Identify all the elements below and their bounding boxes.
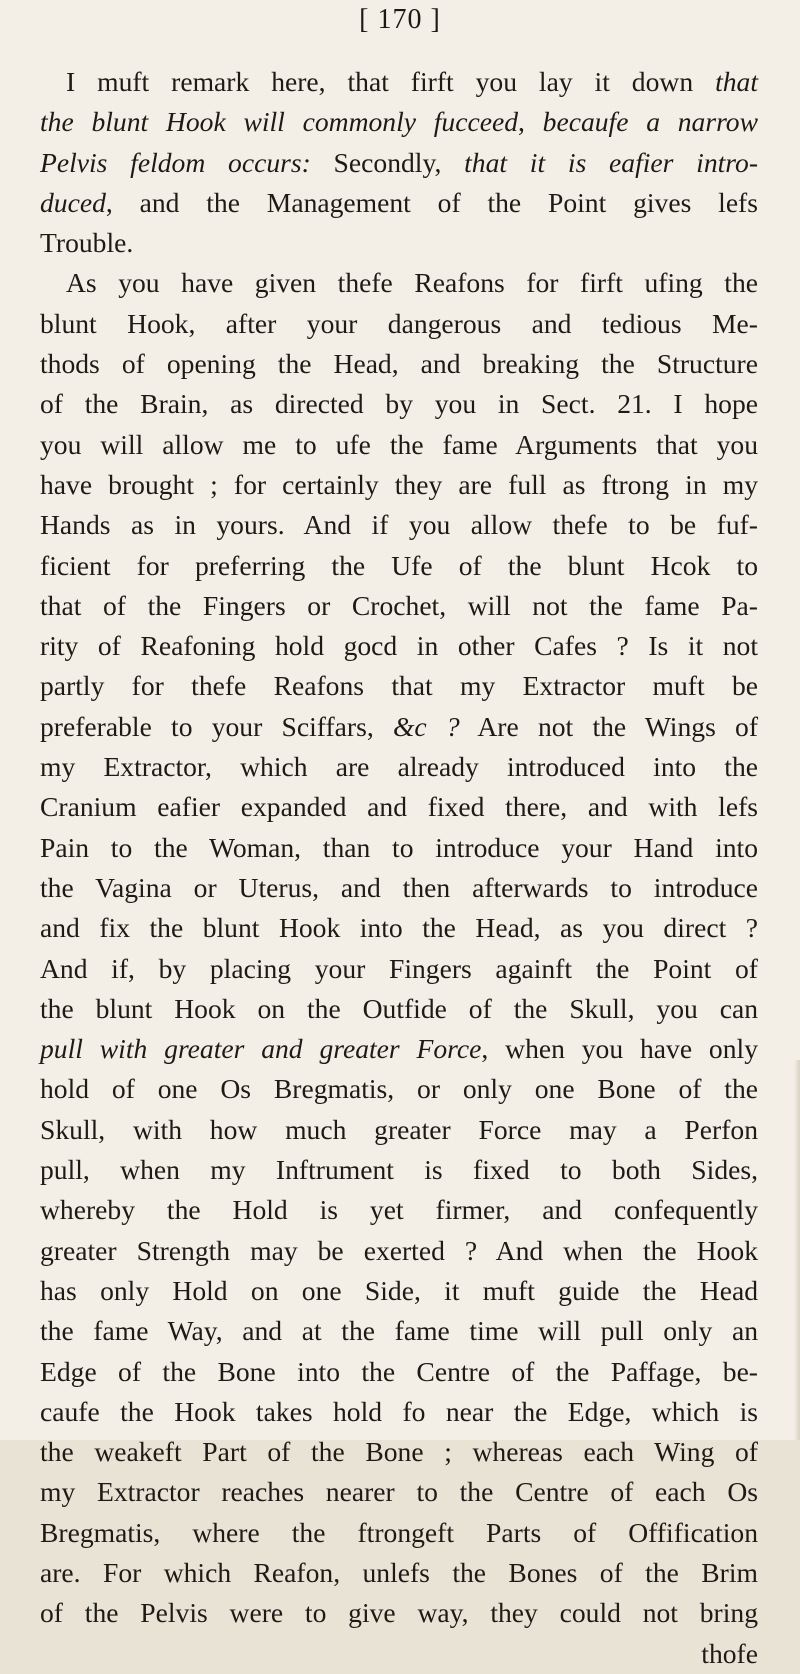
text-run: Cranium eafier expanded and fixed there, and with lefs: [40, 791, 758, 823]
text-line: [40, 384, 758, 424]
text-run: caufe the Hook takes hold fo near the Edge, which is: [40, 1395, 758, 1427]
text-run: And if, by placing your Fingers againft the Point of: [40, 952, 758, 984]
text-line: [40, 1271, 758, 1311]
text-line: [40, 1110, 758, 1150]
text-line: [40, 868, 758, 908]
text-run: rity of Reafoning hold gocd in other Cafes ? Is it not: [40, 630, 758, 662]
text-run: , and the Management of the Point gives lefs: [105, 186, 758, 218]
text-run: of the Brain, as directed by you in Sect. 21. I hope: [40, 388, 758, 420]
text-run: , when you have only: [481, 1033, 758, 1065]
text-run: my Extractor, which are already introduced into the: [40, 751, 758, 783]
text-line: [40, 1190, 758, 1230]
italic-text: that it is eafier intro-: [464, 146, 759, 178]
text-run: As you have given thefe Reafons for firft ufing the: [66, 267, 758, 299]
text-line: [40, 1432, 758, 1472]
italic-text: that: [715, 66, 758, 97]
text-line: [40, 223, 758, 263]
text-line: [40, 1029, 758, 1069]
text-line: [40, 626, 758, 666]
italic-text: Pelvis feldom occurs:: [40, 146, 311, 178]
text-line: [40, 787, 758, 827]
text-run: has only Hold on one Side, it muft guide the Head: [40, 1274, 758, 1306]
text-run: my Extractor reaches nearer to the Centre of each Os: [40, 1476, 758, 1508]
text-run: hold of one Os Bregmatis, or only one Bone of the: [40, 1073, 758, 1105]
text-line: [40, 62, 758, 102]
text-line: [40, 1634, 758, 1674]
text-line: [40, 747, 758, 787]
text-run: Hands as in yours. And if you allow thefe to be fuf-: [40, 509, 758, 541]
text-run: are. For which Reafon, unlefs the Bones of the Brim: [40, 1556, 758, 1588]
text-run: whereby the Hold is yet firmer, and confequently: [40, 1194, 758, 1226]
text-run: preferable to your Sciffars,: [40, 710, 393, 742]
text-line: [40, 546, 758, 586]
italic-text: the blunt Hook will commonly fucceed: [40, 106, 518, 138]
text-line: [40, 304, 758, 344]
italic-text: duced: [40, 186, 106, 218]
text-line: [40, 102, 758, 142]
text-run: I muft remark here, that firft you lay it down: [66, 66, 716, 97]
text-line: [40, 505, 758, 545]
text-line: [40, 586, 758, 626]
text-line: [40, 1069, 758, 1109]
text-run: thods of opening the Head, and breaking the Structure: [40, 348, 758, 380]
text-line: [40, 1513, 758, 1553]
text-line: [40, 1472, 758, 1512]
text-line: [40, 425, 758, 465]
text-run: the fame Way, and at the fame time will pull only an: [40, 1315, 758, 1347]
text-run: greater Strength may be exerted ? And when the Hook: [40, 1234, 758, 1266]
text-line: [40, 1352, 758, 1392]
text-run: the weakeft Part of the Bone ; whereas each Wing of: [40, 1436, 758, 1468]
text-run: thofe: [701, 1637, 758, 1669]
text-run: that of the Fingers or Crochet, will not the fame Pa-: [40, 589, 758, 621]
text-line: [40, 828, 758, 868]
text-line: [40, 1593, 758, 1633]
text-run: ficient for preferring the Ufe of the blunt Hcok to: [40, 549, 758, 581]
text-line: [40, 989, 758, 1029]
text-run: Bregmatis, where the ftrongeft Parts of Offification: [40, 1516, 758, 1548]
text-run: have brought ; for certainly they are full as ftrong in my: [40, 468, 758, 500]
text-run: blunt Hook, after your dangerous and tedious Me-: [40, 307, 758, 339]
body-text: [40, 62, 758, 1674]
italic-text: &c ?: [392, 710, 460, 742]
text-line: [40, 1553, 758, 1593]
text-line: [40, 143, 758, 183]
text-run: Trouble.: [40, 227, 134, 259]
text-run: Pain to the Woman, than to introduce your Hand into: [40, 831, 758, 863]
text-line: [40, 1150, 758, 1190]
text-run: Are not the Wings of: [459, 710, 759, 742]
italic-text: pull with greater and greater Force: [40, 1033, 482, 1065]
text-line: [40, 183, 758, 223]
text-line: [40, 707, 758, 747]
text-run: Skull, with how much greater Force may a Perfon: [40, 1113, 758, 1145]
text-line: [40, 949, 758, 989]
italic-text: becaufe a narrow: [542, 106, 758, 138]
text-line: [40, 263, 758, 303]
text-line: [40, 1231, 758, 1271]
text-line: [40, 1311, 758, 1351]
text-run: the Vagina or Uterus, and then afterwards to introduce: [40, 871, 758, 903]
text-run: ,: [518, 106, 543, 138]
text-run: you will allow me to ufe the fame Arguments that you: [40, 428, 758, 460]
page-edge-shadow: [794, 1060, 800, 1440]
text-run: Edge of the Bone into the Centre of the Paffage, be-: [40, 1355, 758, 1387]
text-run: and fix the blunt Hook into the Head, as you direct ?: [40, 912, 758, 944]
text-line: [40, 1392, 758, 1432]
text-run: partly for thefe Reafons that my Extractor muft be: [40, 670, 758, 702]
text-run: Secondly,: [310, 146, 465, 178]
text-run: pull, when my Inftrument is fixed to both Sides,: [40, 1154, 758, 1186]
text-run: of the Pelvis were to give way, they could not bring: [40, 1597, 758, 1629]
text-run: the blunt Hook on the Outfide of the Skull, you can: [40, 992, 758, 1024]
text-line: [40, 344, 758, 384]
text-line: [40, 465, 758, 505]
text-line: [40, 666, 758, 706]
page-number: [ 170 ]: [359, 4, 441, 35]
text-line: [40, 908, 758, 948]
